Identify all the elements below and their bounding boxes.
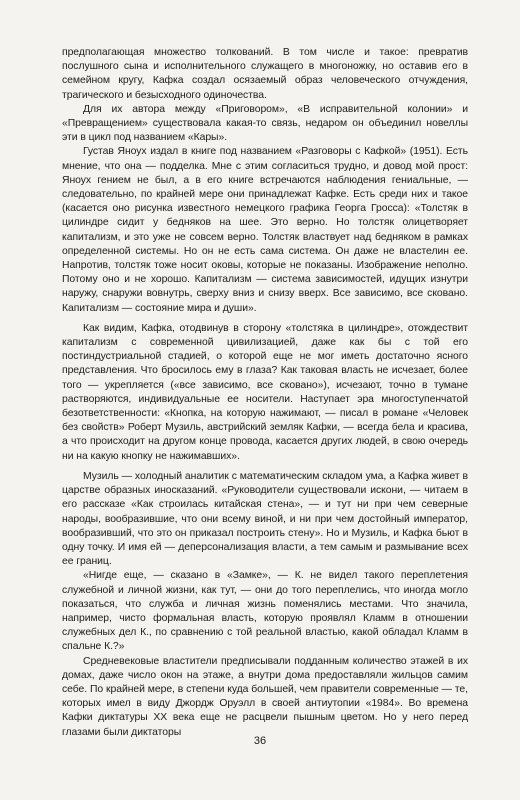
paragraph: Густав Яноух издал в книге под названием «Разговоры с Кафкой» (1951). Есть мнение, что она — подделка. Мне с этим согласиться трудно, и довод мой прост: Яноух гением не был, а в его книге встречаются наблюдения гениальные, — следовательно, по крайней мере они принадлежат Кафке. Есть среди них и такое (касается оно рисунка известного немецкого графика Георга Гросса): «Толстяк в цилиндре сидит у бедняков на шее. Это верно. Но толстяк олицетворяет капитализм, и это уже не совсем верно. Толстяк властвует над бедняком в рамках определенной системы. Но он не есть сама система. Он даже не властелин ее. Напротив, толстяк тоже носит оковы, которые не показаны. Изображение неполно. Потому оно и не хорошо. Капитализм — система зависимостей, идущих изнутри наружу, снаружи вовнутрь, сверху вниз и снизу вверх. Все зависимо, все сковано. Капитализм — состояние мира и души». [62, 146, 468, 314]
paragraph: Музиль — холодный аналитик с математическим складом ума, а Кафка живет в царстве образных иносказаний. «Руководители существовали искони, — читаем в его рассказе «Как строилась китайская стена», — и тут ни при чем северные народы, вообразившие, что они всему виной, и ни при чем достойный император, вообразивший, что это он приказал построить стену». Но и Музиль, и Кафка бьют в одну точку. И имя ей — деперсонализация власти, а тем самым и размывание всех ее границ. [62, 470, 468, 568]
paragraph: Средневековые властители предписывали подданным количество этажей в их домах, даже число окон на этаже, а внутри дома предоставляли жильцов самим себе. По крайней мере, в степени куда большей, чем правители современные — те, которых имел в виду Джордж Оруэлл в своей антиутопии «1984». Во времена Кафки диктатуры XX века еще не расцвели пышным цветом. Но у него перед глазами были диктаторы [62, 655, 468, 738]
paragraph: Для их автора между «Приговором», «В исправительной колонии» и «Превращением» существовала какая-то связь, недаром он объединил новеллы эти в цикл под названием «Кары». [62, 103, 468, 144]
paragraph-continuation: предполагающая множество толкований. В том числе и такое: превратив послушного сына и исполнительного служащего в многоножку, но оставив его в семейном кругу, Кафка создал осязаемый образ человеческого отчуждения, трагического и безысходного одиночества. [62, 47, 468, 101]
body-text [62, 46, 468, 740]
page-number: 36 [253, 735, 267, 747]
paragraph: «Нигде еще, — сказано в «Замке», — К. не видел такого переплетения служебной и личной жизни, как тут, — они до того переплелись, что иногда могло показаться, что служба и личная жизнь поменялись местами. Что значила, например, чисто формальная власть, которую проявлял Кламм в отношении служебных дел К., по сравнению с той реальной властью, какой обладал Кламм в спальне К.?» [62, 570, 468, 653]
paragraph: Как видим, Кафка, отодвинув в сторону «толстяка в цилиндре», отождествит капитализм с современной цивилизацией, даже как бы с той его постиндустриальной стадией, о которой еще не мог иметь достаточно ясного представления. Что бросилось ему в глаза? Как таковая власть не исчезает, более того — укрепляется («все зависимо, все сковано»), исчезают, точно в тумане растворяются, индивидуальные ее носители. Наступает эра многоступенчатой безответственности: «Кнопка, на которую нажимают, — писал в романе «Человек без свойств» Роберт Музиль, австрийский земляк Кафки, — всегда бела и красива, а что происходит на другом конце провода, касается других людей, в свою очередь ни на какую кнопку не нажимавших». [62, 322, 468, 462]
